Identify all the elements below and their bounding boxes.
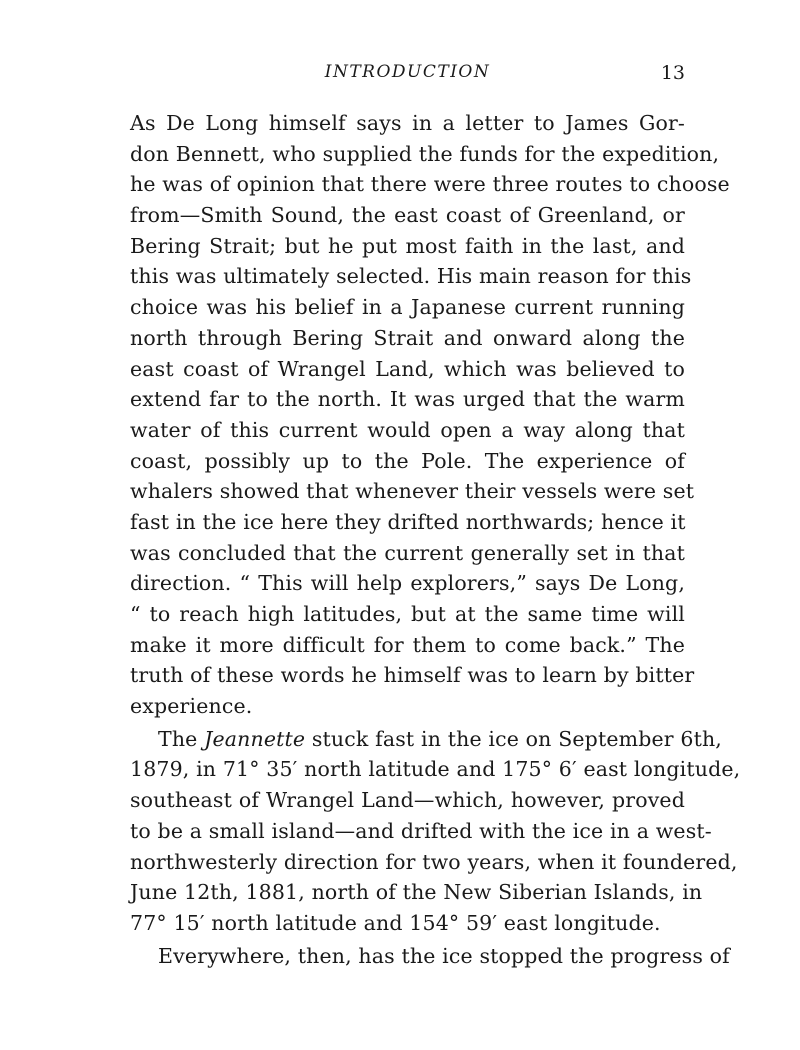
body-text	[130, 108, 741, 971]
text-line: east coast of Wrangel Land, which was believed to	[130, 356, 685, 381]
text-line: don Bennett, who supplied the funds for the expedition,	[130, 141, 720, 166]
text-line: from—Smith Sound, the east coast of Greenland, or	[130, 203, 685, 228]
ship-name: Jeannette	[204, 726, 306, 751]
text-line: make it more difficult for them to come back.” The	[130, 632, 685, 657]
text-line: whalers showed that whenever their vessels were set	[130, 479, 695, 504]
text-line: choice was his belief in a Japanese current running	[130, 295, 685, 320]
text-line: extend far to the north. It was urged that the warm	[130, 387, 685, 412]
paragraph	[130, 941, 730, 972]
text-line: southeast of Wrangel Land—which, however, proved	[130, 788, 685, 813]
running-head	[130, 62, 685, 88]
text-line: experience.	[130, 694, 253, 719]
paragraph	[130, 108, 730, 722]
running-title: INTRODUCTION	[324, 62, 491, 82]
text-line: to be a small island—and drifted with the ice in a west-	[130, 818, 712, 843]
text-fragment: stuck fast in the ice on September 6th,	[305, 726, 722, 751]
text-line: coast, possibly up to the Pole. The experience of	[130, 448, 685, 473]
paragraph	[130, 724, 741, 939]
text-line: he was of opinion that there were three routes to choose	[130, 172, 730, 197]
text-line	[130, 724, 722, 755]
text-line: “ to reach high latitudes, but at the same time will	[130, 602, 685, 626]
text-line: north through Bering Strait and onward along the	[130, 325, 685, 350]
text-line: 1879, in 71° 35′ north latitude and 175° 6′ east longitude,	[130, 757, 741, 782]
text-line: Bering Strait; but he put most faith in the last, and	[130, 233, 685, 258]
text-line: this was ultimately selected. His main reason for this	[130, 264, 692, 289]
text-line: 77° 15′ north latitude and 154° 59′ east longitude.	[130, 910, 661, 935]
text-line: fast in the ice here they drifted northwards; hence it	[130, 509, 686, 534]
text-fragment: The	[158, 726, 205, 751]
text-line: As De Long himself says in a letter to James Gor-	[130, 111, 685, 135]
text-line: Everywhere, then, has the ice stopped the progress of	[158, 943, 730, 968]
text-line: June 12th, 1881, north of the New Siberian Islands, in	[130, 880, 703, 905]
text-line: northwesterly direction for two years, when it foundered,	[130, 849, 738, 874]
text-line: water of this current would open a way along that	[130, 417, 685, 442]
page-number: 13	[660, 62, 685, 84]
text-line: was concluded that the current generally set in that	[130, 540, 685, 565]
text-line: truth of these words he himself was to learn by bitter	[130, 663, 695, 688]
text-line: direction. “ This will help explorers,” says De Long,	[130, 571, 685, 596]
